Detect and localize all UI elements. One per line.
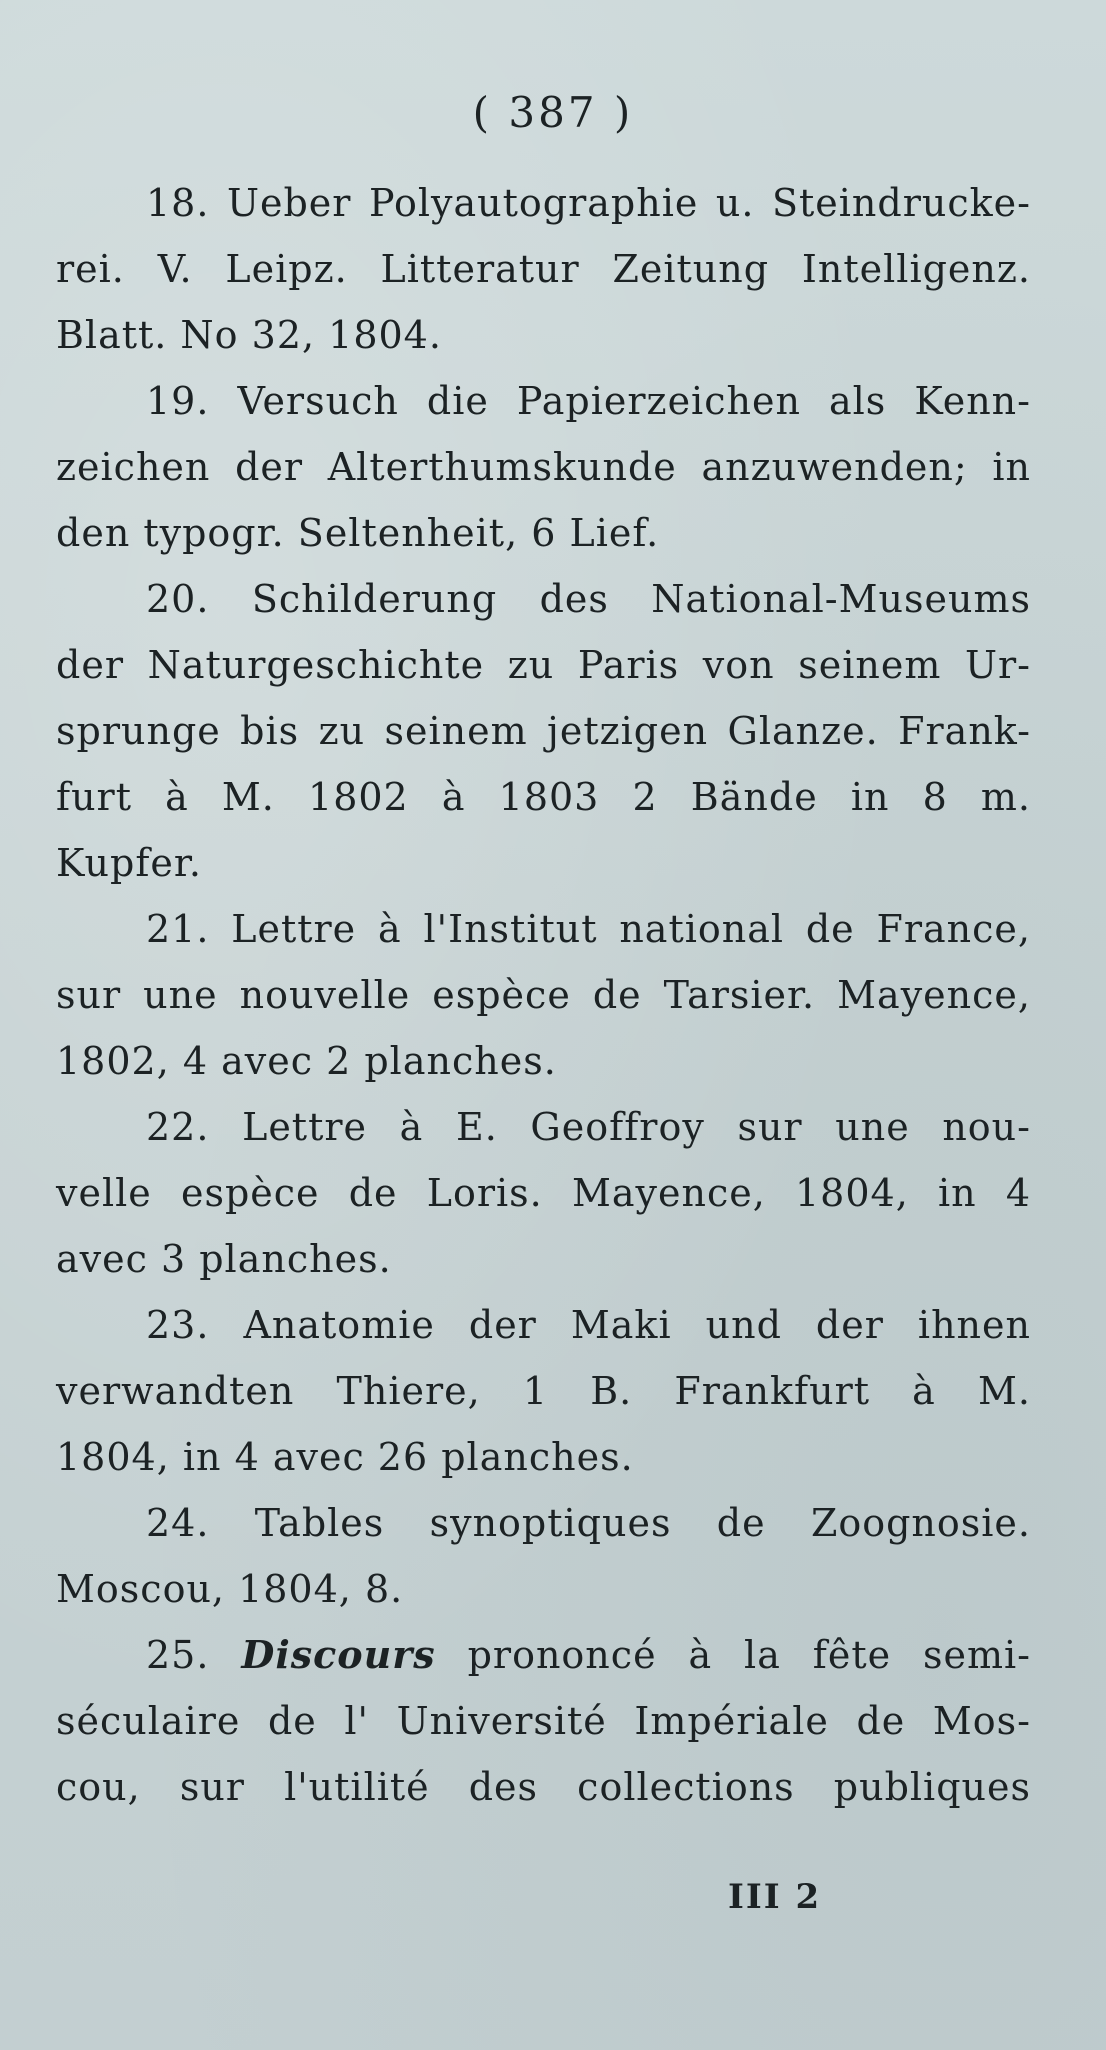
entry-21 bbox=[56, 896, 1031, 1094]
entry-line: 24. Tables synoptiques de Zoognosie. bbox=[146, 1501, 1031, 1545]
entry-20 bbox=[56, 566, 1031, 896]
entry-line: 23. Anatomie der Maki und der ihnen bbox=[146, 1303, 1031, 1347]
entry-line: Moscou, 1804, 8. bbox=[56, 1567, 404, 1611]
entry-line: 1802, 4 avec 2 planches. bbox=[56, 1039, 557, 1083]
entry-19 bbox=[56, 368, 1031, 566]
entry-line: 21. Lettre à l'Institut national de France, bbox=[146, 907, 1031, 951]
entry-line: den typogr. Seltenheit, 6 Lief. bbox=[56, 511, 660, 555]
entry-line: verwandten Thiere, 1 B. Frankfurt à M. bbox=[56, 1369, 1031, 1413]
entry-line: 18. Ueber Polyautographie u. Steindrucke- bbox=[146, 181, 1031, 225]
page-number: ( 387 ) bbox=[472, 88, 634, 137]
entry-24 bbox=[56, 1490, 1031, 1622]
entry-22 bbox=[56, 1094, 1031, 1292]
entry-line: sprunge bis zu seinem jetzigen Glanze. Frank- bbox=[56, 709, 1031, 753]
entry-line: cou, sur l'utilité des collections publiques bbox=[56, 1765, 1031, 1809]
entry-title: Discours bbox=[241, 1632, 436, 1677]
entry-line: 22. Lettre à E. Geoffroy sur une nou- bbox=[146, 1105, 1031, 1149]
entry-line: Kupfer. bbox=[56, 841, 202, 885]
entry-line: rei. V. Leipz. Litteratur Zeitung Intelligenz. bbox=[56, 247, 1031, 291]
entry-line: sur une nouvelle espèce de Tarsier. Mayence, bbox=[56, 973, 1031, 1017]
entry-line-with-title bbox=[56, 1622, 1031, 1688]
entry-line: 20. Schilderung des National-Museums bbox=[146, 577, 1031, 621]
entry-line: avec 3 planches. bbox=[56, 1237, 392, 1281]
entry-line: 19. Versuch die Papierzeichen als Kenn- bbox=[146, 379, 1031, 423]
entry-25 bbox=[56, 1622, 1031, 1820]
entry-line: séculaire de l' Université Impériale de Mos- bbox=[56, 1699, 1031, 1743]
entry-number: 25. bbox=[146, 1633, 242, 1677]
entry-line: velle espèce de Loris. Mayence, 1804, in 4 bbox=[56, 1171, 1031, 1215]
entry-line: furt à M. 1802 à 1803 2 Bände in 8 m. bbox=[56, 775, 1031, 819]
entry-18 bbox=[56, 170, 1031, 368]
signature-mark: III 2 bbox=[728, 1877, 822, 1917]
bibliography-list bbox=[56, 170, 1031, 1820]
entry-23 bbox=[56, 1292, 1031, 1490]
entry-line-rest: prononcé à la fête semi- bbox=[435, 1633, 1032, 1677]
entry-line: der Naturgeschichte zu Paris von seinem Ur- bbox=[56, 643, 1031, 687]
entry-line: Blatt. No 32, 1804. bbox=[56, 313, 442, 357]
entry-line: zeichen der Alterthumskunde anzuwenden; in bbox=[56, 445, 1031, 489]
entry-line: 1804, in 4 avec 26 planches. bbox=[56, 1435, 634, 1479]
